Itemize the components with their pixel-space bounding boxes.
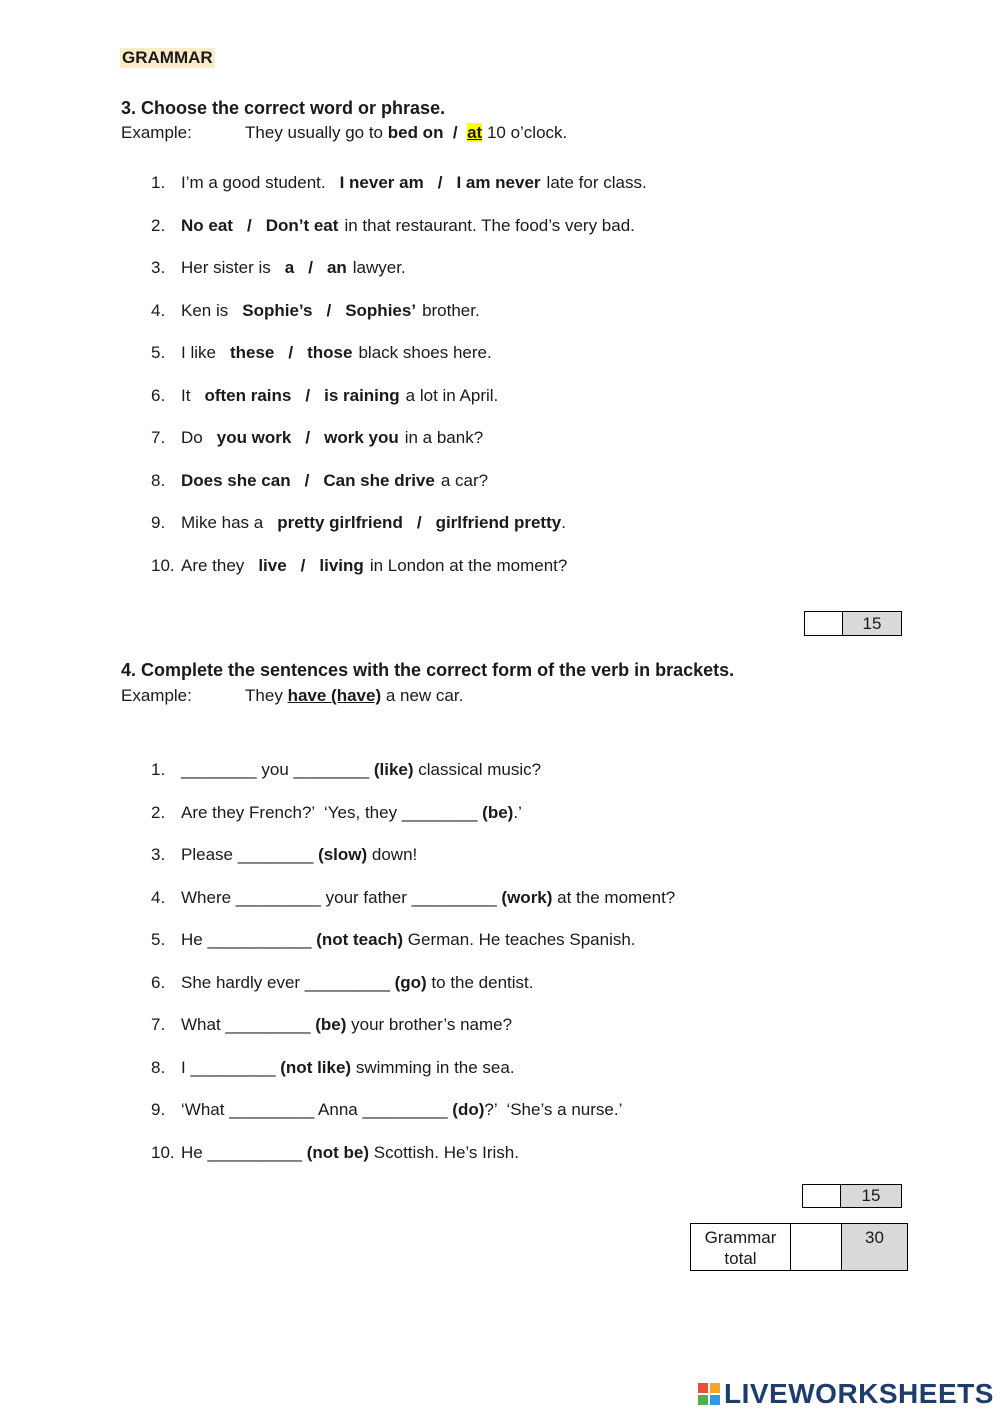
ex3-item-pre: Do bbox=[181, 428, 203, 447]
ex3-item-slash: / bbox=[304, 470, 310, 490]
ex3-item-pre: Mike has a bbox=[181, 513, 264, 532]
section-title: GRAMMAR bbox=[122, 48, 213, 67]
ex3-heading: 3. Choose the correct word or phrase. bbox=[121, 98, 446, 118]
ex3-option-a[interactable]: often rains bbox=[204, 385, 292, 405]
logo-tile-i bbox=[710, 1383, 720, 1393]
logo-tile-v bbox=[698, 1395, 708, 1405]
ex3-item bbox=[151, 258, 406, 278]
ex4-item-text-end: your brother’s name? bbox=[346, 1015, 513, 1034]
ex3-item-post: in a bank? bbox=[404, 428, 484, 447]
ex3-option-b[interactable]: an bbox=[326, 258, 347, 277]
ex4-item-number: 1. bbox=[151, 760, 166, 779]
ex4-item bbox=[151, 1100, 622, 1120]
ex3-option-b[interactable]: those bbox=[307, 343, 353, 362]
ex4-item-text-end: at the moment? bbox=[552, 887, 676, 907]
logo-tile-l bbox=[698, 1383, 708, 1393]
ex3-item-post: a car? bbox=[440, 470, 489, 490]
ex3-item-post: brother. bbox=[422, 300, 480, 320]
ex4-item-verb: (go) bbox=[394, 972, 427, 992]
ex4-score-max: 15 bbox=[841, 1185, 901, 1207]
ex3-option-b[interactable]: girlfriend pretty bbox=[435, 513, 562, 532]
ex3-item-slash: / bbox=[326, 300, 332, 320]
ex4-item-verb: (like) bbox=[373, 760, 414, 779]
ex3-item-post: a lot in April. bbox=[405, 385, 499, 405]
ex4-item bbox=[151, 1143, 519, 1163]
ex4-example-answer: have (have) bbox=[287, 686, 382, 705]
ex3-option-a[interactable]: these bbox=[229, 343, 275, 362]
ex4-item-text[interactable]: He __________ bbox=[181, 1142, 307, 1162]
ex3-option-a[interactable]: I never am bbox=[339, 173, 424, 192]
ex4-item-text[interactable]: Please ________ bbox=[181, 845, 319, 864]
ex4-item-number: 2. bbox=[151, 802, 166, 822]
ex3-example-slash: / bbox=[452, 123, 458, 142]
ex3-item-number: 5. bbox=[151, 343, 166, 362]
ex3-item-number: 7. bbox=[151, 428, 166, 447]
ex4-example-post: a new car. bbox=[381, 686, 464, 705]
ex4-item-verb: (not be) bbox=[306, 1142, 370, 1162]
ex3-option-b[interactable]: is raining bbox=[324, 385, 400, 405]
ex3-score-input[interactable] bbox=[805, 612, 843, 635]
ex3-option-a[interactable]: Does she can bbox=[181, 470, 291, 490]
ex3-option-b[interactable]: I am never bbox=[456, 173, 541, 192]
liveworksheets-logo bbox=[698, 1378, 994, 1410]
ex4-item bbox=[151, 845, 417, 865]
ex4-item-number: 10. bbox=[151, 1142, 175, 1162]
ex3-option-b[interactable]: Can she drive bbox=[323, 470, 435, 490]
ex4-item-text-end: ?’ ‘She’s a nurse.’ bbox=[484, 1100, 623, 1119]
ex4-score-box bbox=[802, 1184, 902, 1208]
ex4-item-text[interactable]: He ___________ bbox=[181, 930, 317, 949]
ex3-item-pre: It bbox=[181, 385, 191, 405]
ex3-item bbox=[151, 216, 635, 236]
ex4-item-verb: (be) bbox=[315, 1015, 347, 1034]
ex4-item-text[interactable]: She hardly ever _________ bbox=[181, 972, 395, 992]
ex4-item bbox=[151, 760, 541, 780]
ex3-item-number: 9. bbox=[151, 513, 166, 532]
ex4-item-number: 7. bbox=[151, 1015, 166, 1034]
ex3-example-pre: They usually go to bbox=[245, 123, 388, 142]
ex3-item-slash: / bbox=[308, 258, 313, 277]
ex3-option-a[interactable]: Sophie’s bbox=[242, 300, 313, 320]
ex4-item-text[interactable]: Are they French?’ ‘Yes, they ________ bbox=[181, 802, 483, 822]
logo-tile-e bbox=[710, 1395, 720, 1405]
grammar-total-max: 30 bbox=[842, 1224, 907, 1270]
grammar-total-label bbox=[691, 1224, 791, 1270]
ex3-item-slash: / bbox=[305, 385, 311, 405]
ex3-item-post: . bbox=[561, 513, 566, 532]
ex4-item-number: 9. bbox=[151, 1100, 166, 1119]
ex4-item-number: 4. bbox=[151, 887, 166, 907]
ex3-option-a[interactable]: a bbox=[284, 258, 295, 277]
logo-icon bbox=[698, 1383, 720, 1405]
ex3-item-post: black shoes here. bbox=[358, 343, 492, 362]
ex4-item-text-end: down! bbox=[367, 845, 418, 864]
grammar-total-label-line2: total bbox=[724, 1249, 757, 1268]
ex3-item bbox=[151, 173, 647, 193]
ex3-item-number: 1. bbox=[151, 173, 166, 192]
grammar-total-input[interactable] bbox=[791, 1224, 842, 1270]
ex4-item bbox=[151, 1015, 512, 1035]
ex3-item-post: in London at the moment? bbox=[369, 555, 568, 575]
ex3-item-post: lawyer. bbox=[352, 258, 406, 277]
ex4-heading: 4. Complete the sentences with the correct form of the verb in brackets. bbox=[121, 660, 735, 680]
ex3-example-opt2: at bbox=[467, 123, 483, 142]
ex3-item bbox=[151, 471, 488, 491]
ex3-option-b[interactable]: work you bbox=[324, 428, 399, 447]
ex4-item-verb: (do) bbox=[452, 1100, 485, 1119]
ex3-item-pre: I’m a good student. bbox=[181, 173, 326, 192]
ex3-item-number: 2. bbox=[151, 215, 166, 235]
ex4-item-text[interactable]: ‘What _________ Anna _________ bbox=[181, 1100, 453, 1119]
ex3-item bbox=[151, 428, 483, 448]
ex4-item-number: 5. bbox=[151, 930, 166, 949]
ex3-item-post: in that restaurant. The food’s very bad. bbox=[344, 215, 635, 235]
ex4-item bbox=[151, 930, 636, 950]
ex3-option-a[interactable]: live bbox=[258, 555, 287, 575]
ex3-item bbox=[151, 386, 498, 406]
ex3-example bbox=[121, 123, 567, 143]
ex4-item-verb: (work) bbox=[501, 887, 553, 907]
ex4-item-text-end: German. He teaches Spanish. bbox=[403, 930, 636, 949]
ex4-item bbox=[151, 973, 534, 993]
ex3-option-b[interactable]: Don’t eat bbox=[265, 215, 339, 235]
ex4-item-number: 3. bbox=[151, 845, 166, 864]
ex4-item-text-end: classical music? bbox=[413, 760, 542, 779]
ex4-item-verb: (not teach) bbox=[316, 930, 404, 949]
ex4-item-text[interactable]: I _________ bbox=[181, 1057, 281, 1077]
ex3-example-post: 10 o’clock. bbox=[482, 123, 568, 142]
ex3-item-number: 6. bbox=[151, 385, 166, 405]
ex3-item-slash: / bbox=[437, 173, 443, 192]
ex3-item-slash: / bbox=[246, 215, 252, 235]
ex3-option-a[interactable]: pretty girlfriend bbox=[277, 513, 403, 532]
logo-text: LIVEWORKSHEETS bbox=[724, 1378, 994, 1409]
ex4-item bbox=[151, 888, 675, 908]
ex3-option-a[interactable]: No eat bbox=[181, 215, 233, 235]
ex4-item-text-end: .’ bbox=[513, 802, 522, 822]
ex3-item bbox=[151, 556, 567, 576]
ex4-example bbox=[121, 686, 463, 706]
grammar-total-box bbox=[690, 1223, 908, 1271]
ex4-item-text-end: swimming in the sea. bbox=[351, 1057, 515, 1077]
ex3-item-slash: / bbox=[288, 343, 294, 362]
ex3-item-pre: Ken is bbox=[181, 300, 229, 320]
ex3-example-label: Example: bbox=[121, 123, 192, 142]
ex4-item bbox=[151, 803, 522, 823]
ex3-score-max: 15 bbox=[843, 612, 901, 635]
ex3-option-b[interactable]: Sophies’ bbox=[345, 300, 417, 320]
ex3-item bbox=[151, 301, 480, 321]
ex4-item-text[interactable]: What _________ bbox=[181, 1015, 316, 1034]
ex4-item bbox=[151, 1058, 515, 1078]
ex3-item-number: 8. bbox=[151, 470, 166, 490]
ex4-item-verb: (slow) bbox=[318, 845, 368, 864]
ex3-item-number: 3. bbox=[151, 258, 166, 277]
ex3-example-opt1: bed on bbox=[387, 123, 444, 142]
ex4-score-input[interactable] bbox=[803, 1185, 841, 1207]
ex3-score-box bbox=[804, 611, 902, 636]
ex4-item-verb: (be) bbox=[482, 802, 514, 822]
ex4-item-number: 8. bbox=[151, 1057, 166, 1077]
ex3-option-a[interactable]: you work bbox=[216, 428, 292, 447]
ex4-item-text-end: to the dentist. bbox=[426, 972, 534, 992]
ex4-example-label: Example: bbox=[121, 686, 192, 705]
ex3-item-slash: / bbox=[305, 428, 311, 447]
ex3-item bbox=[151, 513, 566, 533]
ex4-item-text[interactable]: Where _________ your father _________ bbox=[181, 887, 502, 907]
ex3-item-number: 10. bbox=[151, 555, 175, 575]
ex3-item-slash: / bbox=[300, 555, 306, 575]
ex3-item-pre: I like bbox=[181, 343, 216, 362]
ex3-item-post: late for class. bbox=[546, 173, 647, 192]
grammar-total-label-line1: Grammar bbox=[704, 1228, 777, 1247]
ex3-option-b[interactable]: living bbox=[319, 555, 364, 575]
ex4-item-verb: (not like) bbox=[280, 1057, 352, 1077]
ex4-example-pre: They bbox=[245, 686, 288, 705]
ex3-item bbox=[151, 343, 492, 363]
ex4-item-text[interactable]: ________ you ________ bbox=[181, 760, 374, 779]
ex3-item-number: 4. bbox=[151, 300, 166, 320]
ex3-item-pre: Her sister is bbox=[181, 258, 271, 277]
ex4-item-number: 6. bbox=[151, 972, 166, 992]
ex4-item-text-end: Scottish. He’s Irish. bbox=[369, 1142, 519, 1162]
ex3-item-pre: Are they bbox=[181, 555, 245, 575]
ex3-item-slash: / bbox=[416, 513, 422, 532]
